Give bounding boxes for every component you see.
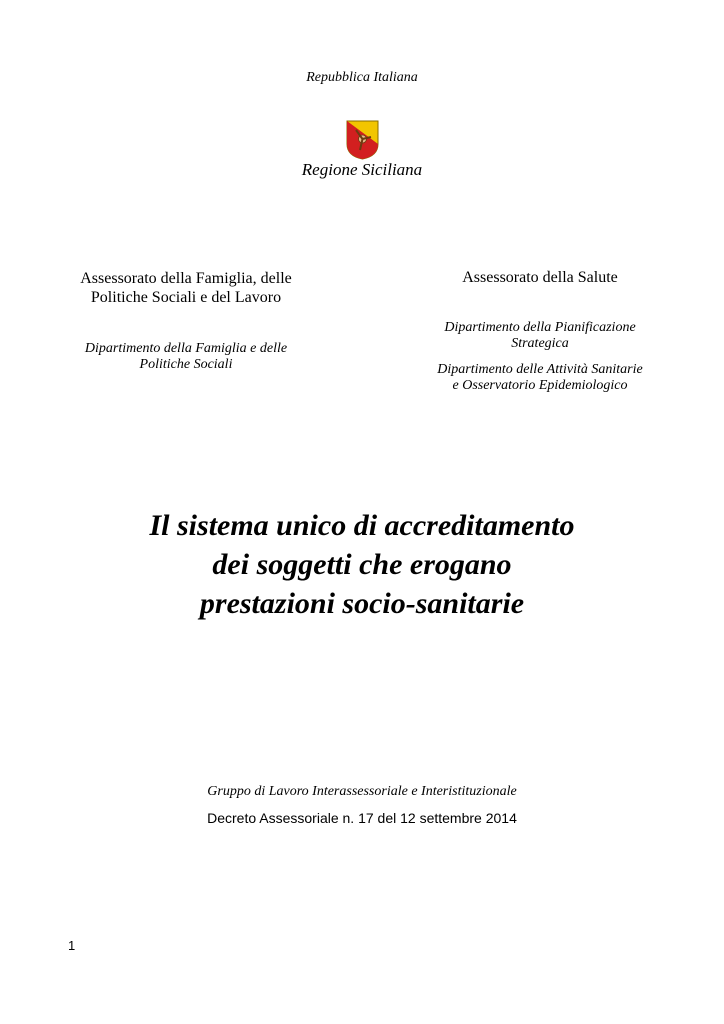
left-department-line: Politiche Sociali [139, 357, 233, 372]
document-title [0, 506, 724, 623]
left-department [56, 341, 316, 373]
right-department-activities [400, 362, 680, 394]
left-assessorato [56, 269, 316, 307]
right-department-line: Dipartimento delle Attività Sanitarie [437, 362, 643, 377]
right-department-line: e Osservatorio Epidemiologico [452, 378, 628, 393]
sicily-emblem-icon [346, 120, 379, 160]
region-heading: Regione Siciliana [301, 160, 423, 179]
right-assessorato: Assessorato della Salute [462, 269, 618, 286]
title-line: prestazioni socio-sanitarie [199, 587, 525, 620]
right-department-planning [400, 320, 680, 352]
republic-heading: Repubblica Italiana [306, 70, 418, 85]
title-line: dei soggetti che erogano [212, 548, 512, 581]
page-number: 1 [68, 938, 76, 953]
left-assessorato-line: Assessorato della Famiglia, delle [80, 270, 292, 287]
title-line: Il sistema unico di accreditamento [149, 509, 575, 542]
left-assessorato-line: Politiche Sociali e del Lavoro [90, 289, 282, 306]
right-department-line: Dipartimento della Pianificazione [444, 320, 636, 335]
decree-reference: Decreto Assessoriale n. 17 del 12 settembre 2014 [207, 810, 517, 826]
left-department-line: Dipartimento della Famiglia e delle [84, 341, 288, 356]
working-group: Gruppo di Lavoro Interassessoriale e Interistituzionale [207, 784, 517, 799]
right-department-line: Strategica [511, 336, 569, 351]
